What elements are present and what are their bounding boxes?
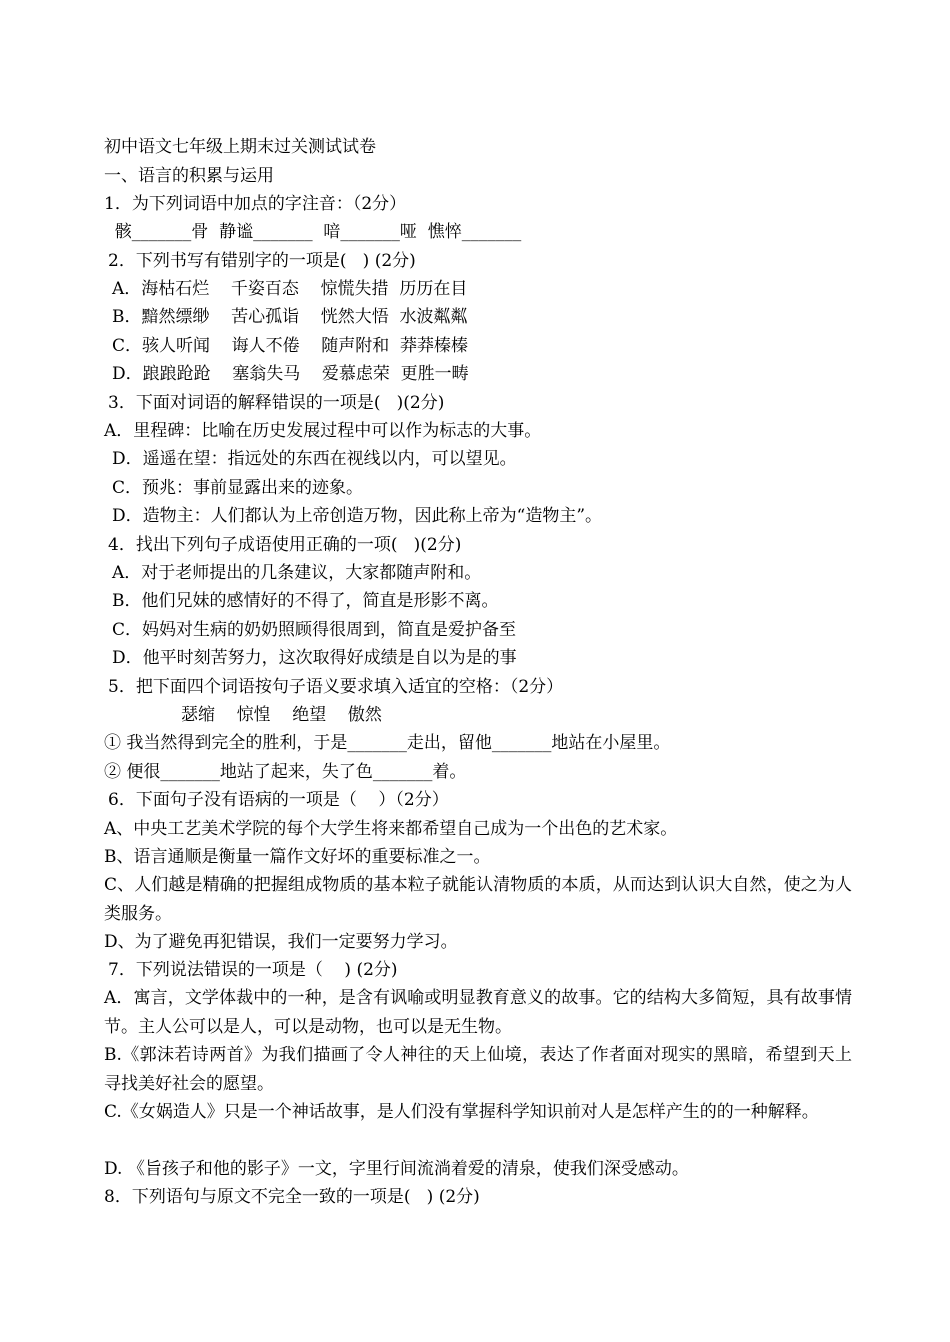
question-5-words: 瑟缩 惊惶 绝望 傲然 bbox=[181, 705, 382, 725]
question-4-option-b: B．他们兄妹的感情好的不得了，简直是形影不离。 bbox=[112, 591, 499, 611]
question-6-option-c: C、人们越是精确的把握组成物质的基本粒子就能认清物质的本质，从而达到认识大自然，使之为人类服务。 bbox=[104, 875, 852, 924]
question-7-option-d: D. 《旨孩子和他的影子》一文，字里行间流淌着爱的清泉，使我们深受感动。 bbox=[104, 1159, 689, 1179]
question-7-option-c: C.《女娲造人》只是一个神话故事，是人们没有掌握科学知识前对人是怎样产生的的一种解释。 bbox=[104, 1102, 819, 1122]
question-7-stem: 7．下列说法错误的一项是（ ) (2分) bbox=[108, 960, 398, 980]
question-7-option-a: A．寓言，文学体裁中的一种，是含有讽喻或明显教育意义的故事。它的结构大多简短，具有故事情节。主人公可以是人，可以是动物，也可以是无生物。 bbox=[104, 988, 852, 1037]
question-3-option-b: D．遥遥在望：指远处的东西在视线以内，可以望见。 bbox=[112, 449, 517, 469]
question-4-option-c: C．妈妈对生病的奶奶照顾得很周到，简直是爱护备至 bbox=[112, 620, 517, 640]
question-5-stem: 5．把下面四个词语按句子语义要求填入适宜的空格：（2分） bbox=[108, 677, 564, 697]
question-2-stem: 2．下列书写有错别字的一项是( ) (2分) bbox=[108, 251, 416, 271]
question-5-sentence-1: ① 我当然得到完全的胜利，于是_______走出，留他_______地站在小屋里。 bbox=[104, 733, 671, 753]
question-3-stem: 3．下面对词语的解释错误的一项是( )(2分) bbox=[108, 393, 445, 413]
question-2-option-d: D．踉踉跄跄 塞翁失马 爱慕虑荣 更胜一畴 bbox=[112, 364, 469, 384]
question-3-option-d: D．造物主：人们都认为上帝创造万物，因此称上帝为“造物主”。 bbox=[112, 506, 603, 526]
question-4-option-a: A．对于老师提出的几条建议，大家都随声附和。 bbox=[112, 563, 482, 583]
question-6-option-d: D、为了避免再犯错误，我们一定要努力学习。 bbox=[104, 932, 458, 952]
question-7-option-b: B.《郭沫若诗两首》为我们描画了令人神往的天上仙境，表达了作者面对现实的黑暗，希望到天上寻找美好社会的愿望。 bbox=[104, 1045, 852, 1094]
section-heading: 一、语言的积累与运用 bbox=[104, 166, 274, 186]
question-4-option-d: D．他平时刻苦努力，这次取得好成绩是自以为是的事 bbox=[112, 648, 517, 668]
question-2-option-c: C．骇人听闻 诲人不倦 随声附和 莽莽榛榛 bbox=[112, 336, 469, 356]
question-5-sentence-2: ② 便很_______地站了起来，失了色_______着。 bbox=[104, 762, 467, 782]
question-2-option-a: A．海枯石烂 千姿百态 惊慌失措 历历在目 bbox=[112, 279, 468, 299]
question-6-stem: 6．下面句子没有语病的一项是（ ）（2分） bbox=[108, 790, 449, 810]
question-1-items: 骸_______骨 静谧_______ 喑_______哑 憔悴_______ bbox=[104, 222, 522, 242]
question-1-stem: 1．为下列词语中加点的字注音：（2分） bbox=[104, 194, 407, 214]
exam-title: 初中语文七年级上期末过关测试试卷 bbox=[104, 137, 376, 157]
question-6-option-b: B、语言通顺是衡量一篇作文好坏的重要标准之一。 bbox=[104, 847, 491, 867]
question-2-option-b: B．黯然缥缈 苦心孤诣 恍然大悟 水波粼粼 bbox=[112, 307, 468, 327]
question-6-option-a: A、中央工艺美术学院的每个大学生将来都希望自己成为一个出色的艺术家。 bbox=[104, 819, 678, 839]
question-8-stem: 8．下列语句与原文不完全一致的一项是( ) (2分) bbox=[104, 1187, 480, 1207]
question-3-option-c: C．预兆：事前显露出来的迹象。 bbox=[112, 478, 364, 498]
question-3-option-a: A．里程碑：比喻在历史发展过程中可以作为标志的大事。 bbox=[104, 421, 542, 441]
question-4-stem: 4．找出下列句子成语使用正确的一项( )(2分) bbox=[108, 535, 462, 555]
